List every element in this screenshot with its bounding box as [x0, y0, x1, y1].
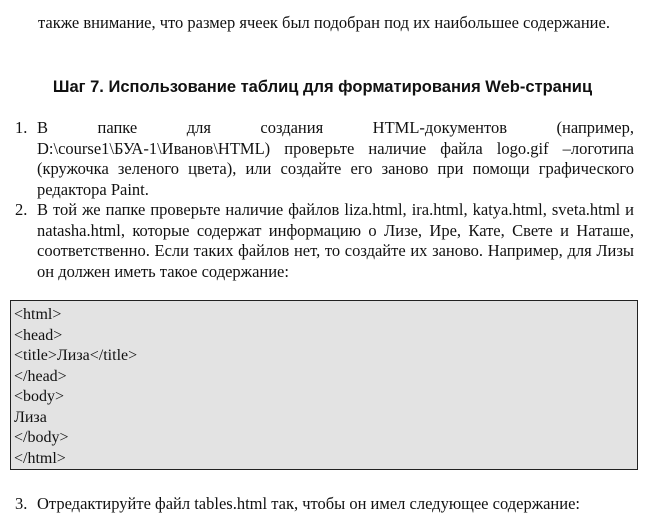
- list-item: [0, 494, 645, 515]
- intro-paragraph: также внимание, что размер ячеек был подобран под их наибольшее содержание.: [38, 13, 610, 32]
- list-item-number: 1.: [15, 118, 28, 137]
- code-example-box: [10, 300, 638, 470]
- code-line: Лиза: [14, 408, 47, 426]
- code-line: </head>: [14, 367, 67, 385]
- code-line: <html>: [14, 306, 62, 323]
- list-item-number: 2.: [15, 200, 28, 219]
- code-line: </html>: [14, 449, 66, 467]
- code-line: </body>: [14, 429, 69, 446]
- instruction-list: [0, 118, 645, 282]
- list-item: [0, 118, 645, 200]
- code-line: <body>: [14, 388, 65, 405]
- list-item-text: Отредактируйте файл tables.html так, чтобы он имел следующее содержание:: [37, 494, 580, 513]
- code-line: <head>: [14, 326, 63, 344]
- list-item-text: В той же папке проверьте наличие файлов liza.html, ira.html, katya.html, sveta.html и natasha.html, которые содержат информацию о Лизе, Ире, Кате, Свете и Наташе, соответственно. Если таких файлов нет, то создайте их заново. Например, для Лизы он должен иметь такое содержание:: [37, 200, 634, 281]
- list-item-number: 3.: [15, 494, 28, 513]
- code-line: <title>Лиза</title>: [14, 347, 138, 364]
- list-item: [0, 200, 645, 282]
- list-item-text: В папке для создания HTML-документов (например, D:\course1\БУА-1\Иванов\HTML) проверьте наличие файла logo.gif –логотипа (кружочка зеленого цвета), или создайте его заново при помощи графического редактора Paint.: [37, 118, 634, 199]
- section-heading: Шаг 7. Использование таблиц для форматирования Web-страниц: [52, 78, 593, 96]
